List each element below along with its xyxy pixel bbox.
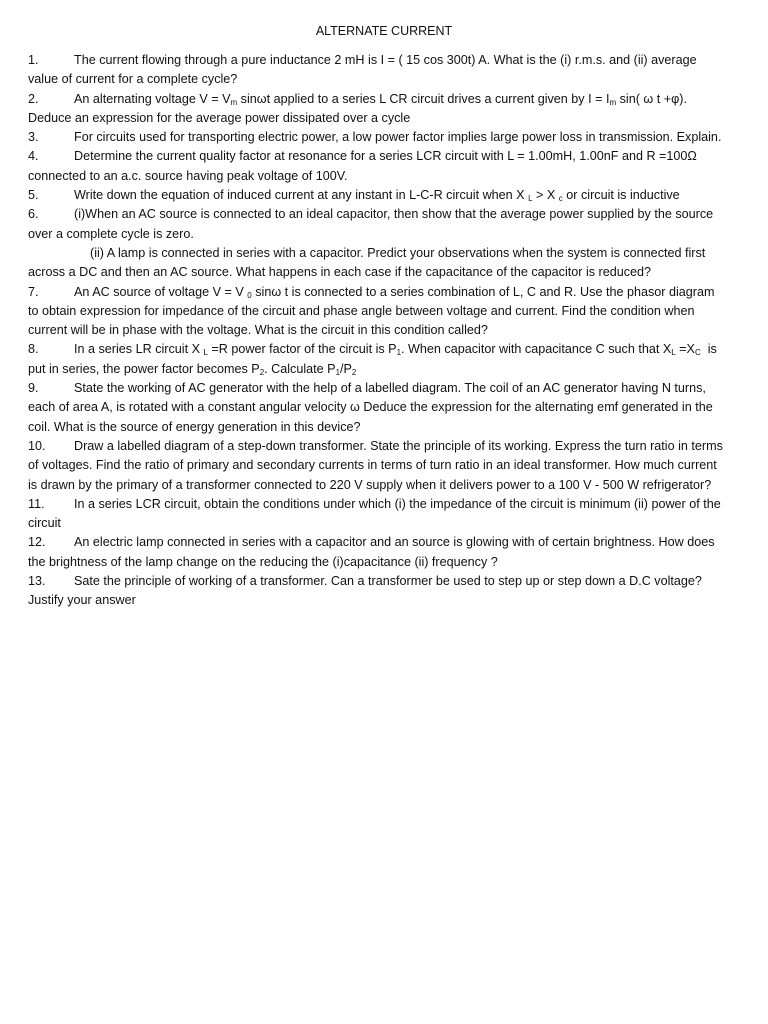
question-2 (28, 90, 728, 129)
question-3 (28, 128, 728, 147)
question-10 (28, 437, 728, 495)
question-text: Sate the principle of working of a transformer. Can a transformer be used to step up or step down a D.C voltage? Justify your answer (28, 574, 702, 608)
question-text: Determine the current quality factor at resonance for a series LCR circuit with L = 1.00mH, 1.00nF and R =100Ω connected to an a.c. source having peak voltage of 100V. (28, 149, 697, 183)
question-8 (28, 340, 728, 379)
question-text: In a series LR circuit X $_L$ =R power factor of the circuit is $P_1$. When capacitor with capacitance C such that $X_L =X_C$ is put in series, the power factor becomes $P_2$. Calculate $P_1/P_2$ (28, 342, 717, 377)
question-number: 9. (28, 381, 39, 396)
question-text: (i)When an AC source is connected to an ideal capacitor, then show that the average power supplied by the source over a complete cycle is zero. (28, 207, 714, 241)
question-number: 4. (28, 149, 39, 164)
question-text: Write down the equation of induced current at any instant in L-C-R circuit when X $_L$ > X $_c$ or circuit is inductive (74, 188, 680, 204)
question-11 (28, 495, 728, 534)
question-text: In a series LCR circuit, obtain the conditions under which (i) the impedance of the circuit is minimum (ii) power of the circuit (28, 496, 721, 531)
question-list (28, 51, 728, 611)
question-number: 12. (28, 535, 46, 550)
question-number: 10. (28, 438, 46, 453)
question-9 (28, 379, 728, 437)
question-6-subpart: (ii) A lamp is connected in series with a capacitor. Predict your observations when the system is connected first across a DC and then an AC source. What happens in each case if the capacitance of the capacitor is reduced? (28, 245, 706, 280)
question-12 (28, 533, 728, 572)
question-text: An AC source of voltage V = V $_0$ sinω t is connected to a series combination of L, C and R. Use the phasor diagram to obtain expression for impedance of the circuit and phase angle between voltage and current. Find the condition when current will be in phase with the voltage. What is the circuit in this condition called? (28, 284, 715, 338)
question-text: An alternating voltage $V = V_m$ sinωt applied to a series L CR circuit drives a current given by $I = I_m$ sin( ω t +φ). Deduce an expression for the average power dissipated over a cycle (28, 91, 687, 125)
question-1 (28, 51, 728, 90)
question-text: Draw a labelled diagram of a step-down transformer. State the principle of its working. Express the turn ratio in terms of voltages. Find the ratio of primary and secondary currents in terms of turn ratio in an ideal transformer. How much current is drawn by the primary of a transformer connected to 220 V supply when it delivers power to a 100 V - 500 W refrigerator? (28, 438, 723, 492)
page-title: ALTERNATE CURRENT (315, 24, 453, 38)
question-number: 1. (28, 53, 39, 67)
question-5 (28, 186, 728, 205)
question-text: State the working of AC generator with the help of a labelled diagram. The coil of an AC generator having N turns, each of area A, is rotated with a constant angular velocity ω Deduce the expression for the alternating emf generated in the coil. What is the source of energy generation in this device? (28, 381, 713, 434)
question-number: 13. (28, 574, 46, 589)
question-4 (28, 147, 728, 186)
question-6 (28, 205, 728, 244)
question-number: 8. (28, 342, 39, 357)
question-text: An electric lamp connected in series with a capacitor and an source is glowing with of certain brightness. How does the brightness of the lamp change on the reducing the (i)capacitance (ii) frequency ? (28, 535, 715, 569)
question-number: 11. (28, 496, 45, 511)
question-number: 3. (28, 130, 39, 145)
question-text: For circuits used for transporting electric power, a low power factor implies large power loss in transmission. Explain. (74, 130, 722, 145)
question-number: 6. (28, 207, 39, 222)
question-number: 7. (28, 284, 39, 299)
question-13 (28, 572, 728, 611)
question-text: The current flowing through a pure inductance 2 mH is I = ( 15 cos 300t) A. What is the (i) r.m.s. and (ii) average value of current for a complete cycle? (28, 53, 697, 87)
question-number: 2. (28, 91, 39, 106)
question-number: 5. (28, 188, 39, 203)
question-7 (28, 283, 728, 341)
